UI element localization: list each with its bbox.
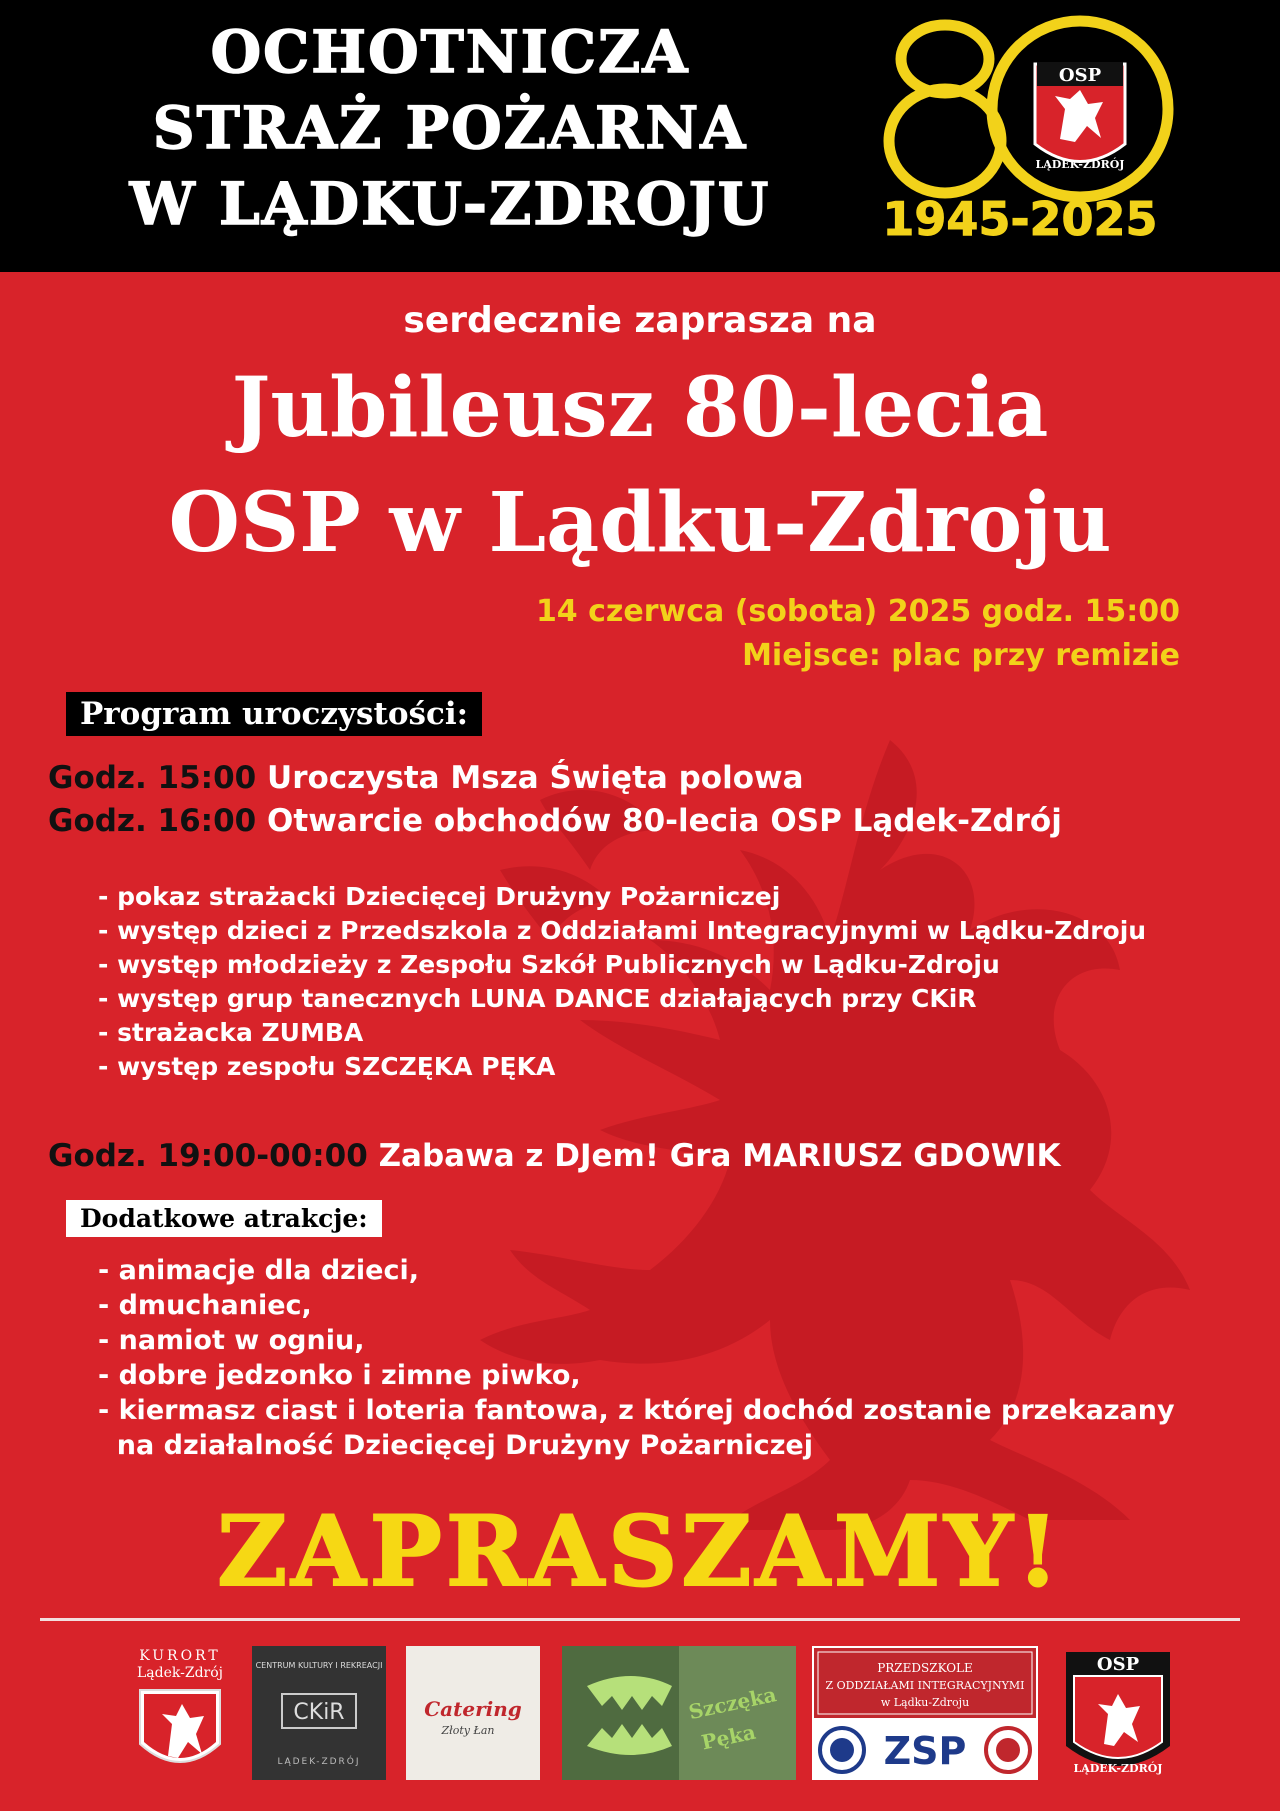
list-item: - pokaz strażacki Dziecięcej Drużyny Pożarniczej — [98, 882, 781, 911]
list-item: na działalność Dziecięcej Drużyny Pożarniczej — [98, 1430, 813, 1461]
org-name-line-3: W LĄDKU-ZDROJU — [129, 170, 771, 238]
program-item-1 — [48, 760, 804, 796]
program-item-time: Godz. 15:00 — [48, 760, 257, 796]
program-item-desc: Zabawa z DJem! Gra MARIUSZ GDOWIK — [378, 1138, 1061, 1174]
program-heading: Program uroczystości: — [66, 692, 482, 736]
szczeka-text: Szczęka — [686, 1682, 779, 1725]
peka-text: Pęka — [699, 1719, 758, 1755]
catering-logo — [406, 1646, 540, 1780]
org-name-line-1: OCHOTNICZA — [210, 18, 690, 86]
list-item: - kiermasz ciast i loteria fantowa, z której dochód zostanie przekazany — [98, 1395, 1175, 1426]
program-item-desc: Otwarcie obchodów 80-lecia OSP Lądek-Zdrój — [267, 803, 1062, 839]
ckir-logo — [252, 1646, 386, 1780]
program-subitems — [98, 880, 1146, 1084]
extras-list — [98, 1253, 1175, 1463]
przedszkole-line-3: w Lądku-Zdroju — [880, 1696, 970, 1709]
event-place: Miejsce: plac przy remizie — [742, 638, 1180, 673]
anniversary-80-logo — [875, 14, 1175, 214]
list-item: - strażacka ZUMBA — [98, 1018, 364, 1047]
program-item-time: Godz. 19:00-00:00 — [48, 1138, 368, 1174]
catering-subtext: Złoty Łan — [441, 1724, 495, 1737]
kurort-text: KURORT — [139, 1648, 221, 1664]
zsp-text: ZSP — [883, 1729, 967, 1773]
catering-text: Catering — [424, 1697, 522, 1721]
program-item-2 — [48, 803, 1062, 839]
osp-ladek-badge — [1058, 1646, 1178, 1780]
footer-divider — [40, 1618, 1240, 1621]
event-title-line-1: Jubileusz 80-lecia — [231, 360, 1049, 456]
list-item: - dmuchaniec, — [98, 1290, 312, 1321]
header-bar — [0, 0, 1280, 272]
list-item: - występ grup tanecznych LUNA DANCE działających przy CKiR — [98, 984, 977, 1013]
przedszkole-line-2: Z ODDZIAŁAMI INTEGRACYJNYMI — [825, 1679, 1025, 1692]
list-item: - występ młodzieży z Zespołu Szkół Publicznych w Lądku-Zdroju — [98, 950, 1000, 979]
org-name-line-2: STRAŻ POŻARNA — [152, 94, 748, 162]
kurort-ladek-logo — [120, 1646, 240, 1780]
ckir-bottom-text: LĄDEK-ZDRÓJ — [277, 1757, 361, 1767]
invite-text: serdecznie zaprasza na — [403, 300, 877, 341]
ckir-mark: CKiR — [293, 1700, 345, 1725]
ckir-top-text: CENTRUM KULTURY I REKREACJI — [255, 1661, 383, 1670]
anniversary-years: 1945-2025 — [882, 192, 1158, 246]
event-date: 14 czerwca (sobota) 2025 godz. 15:00 — [535, 594, 1180, 629]
przedszkole-line-1: PRZEDSZKOLE — [877, 1661, 973, 1675]
program-item-time: Godz. 16:00 — [48, 803, 257, 839]
list-item: - występ dzieci z Przedszkola z Oddziałami Integracyjnymi w Lądku-Zdroju — [98, 916, 1147, 945]
list-item: - występ zespołu SZCZĘKA PĘKA — [98, 1052, 556, 1081]
badge-city-text: LĄDEK-ZDRÓJ — [1035, 158, 1125, 171]
osp-badge-bottom: LĄDEK-ZDRÓJ — [1073, 1762, 1163, 1775]
osp-badge-top: OSP — [1096, 1654, 1140, 1675]
program-evening — [48, 1138, 1061, 1174]
kurort-city-text: Lądek-Zdrój — [136, 1665, 224, 1681]
badge-osp-text: OSP — [1058, 65, 1102, 86]
closing-invite: ZAPRASZAMY! — [217, 1495, 1063, 1608]
program-item-desc: Uroczysta Msza Święta polowa — [267, 760, 804, 796]
event-title-line-2: OSP w Lądku-Zdroju — [168, 475, 1112, 571]
extras-heading: Dodatkowe atrakcje: — [66, 1200, 382, 1237]
list-item: - animacje dla dzieci, — [98, 1255, 419, 1286]
przedszkole-zsp-logo — [812, 1646, 1038, 1780]
list-item: - namiot w ogniu, — [98, 1325, 365, 1356]
list-item: - dobre jedzonko i zimne piwko, — [98, 1360, 581, 1391]
szczeka-peka-logo — [562, 1646, 796, 1780]
